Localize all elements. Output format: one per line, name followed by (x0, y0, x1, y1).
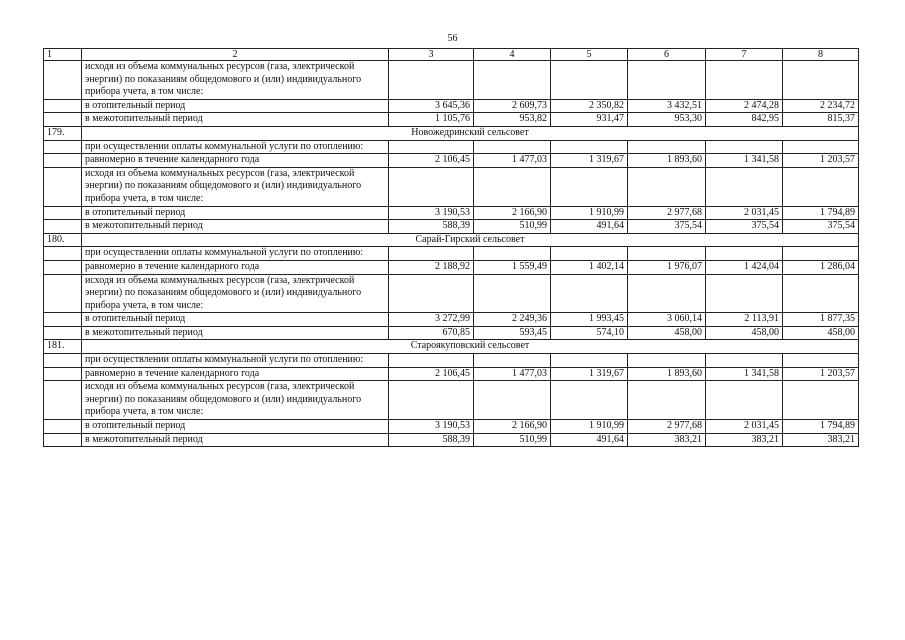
value-cell: 3 645,36 (389, 99, 474, 113)
row-label: при осуществлении оплаты коммунальной услуги по отоплению: (82, 354, 389, 368)
value-cell: 458,00 (706, 326, 783, 340)
value-cell: 953,82 (474, 113, 551, 127)
row-label: в отопительный период (82, 206, 389, 220)
header-cell: 8 (783, 49, 859, 61)
value-cell (551, 354, 628, 368)
section-title: Сарай-Гирский сельсовет (82, 233, 859, 247)
value-cell (474, 381, 551, 420)
value-cell: 1 993,45 (551, 313, 628, 327)
value-cell (474, 61, 551, 100)
value-cell: 3 272,99 (389, 313, 474, 327)
value-cell: 458,00 (783, 326, 859, 340)
value-cell (783, 247, 859, 261)
value-cell (783, 354, 859, 368)
row-label: в межотопительный период (82, 433, 389, 447)
value-cell: 1 976,07 (628, 260, 706, 274)
table-row (44, 274, 859, 313)
value-cell: 2 031,45 (706, 206, 783, 220)
header-cell: 1 (44, 49, 82, 61)
value-cell: 2 113,91 (706, 313, 783, 327)
value-cell (389, 167, 474, 206)
value-cell (783, 140, 859, 154)
value-cell (706, 381, 783, 420)
value-cell: 574,10 (551, 326, 628, 340)
value-cell: 953,30 (628, 113, 706, 127)
value-cell: 491,64 (551, 433, 628, 447)
value-cell: 2 234,72 (783, 99, 859, 113)
value-cell: 1 286,04 (783, 260, 859, 274)
value-cell (551, 274, 628, 313)
value-cell (706, 140, 783, 154)
row-label: в межотопительный период (82, 220, 389, 234)
row-number (44, 113, 82, 127)
value-cell: 2 031,45 (706, 420, 783, 434)
table-row (44, 326, 859, 340)
value-cell: 383,21 (628, 433, 706, 447)
value-cell (706, 354, 783, 368)
row-label: в межотопительный период (82, 113, 389, 127)
value-cell: 375,54 (783, 220, 859, 234)
table-row (44, 99, 859, 113)
value-cell (628, 61, 706, 100)
row-label: при осуществлении оплаты коммунальной услуги по отоплению: (82, 140, 389, 154)
value-cell: 1 203,57 (783, 154, 859, 168)
row-number (44, 99, 82, 113)
table-row (44, 354, 859, 368)
value-cell: 1 341,58 (706, 154, 783, 168)
row-label: равномерно в течение календарного года (82, 154, 389, 168)
value-cell: 1 319,67 (551, 367, 628, 381)
value-cell: 1 893,60 (628, 367, 706, 381)
row-label: исходя из объема коммунальных ресурсов (газа, электрической энергии) по показаниям общедомового и (или) индивидуального прибора учета, в том числе: (82, 274, 389, 313)
row-number (44, 260, 82, 274)
table-row (44, 154, 859, 168)
value-cell: 2 166,90 (474, 420, 551, 434)
section-number: 181. (44, 340, 82, 354)
value-cell: 491,64 (551, 220, 628, 234)
value-cell: 1 559,49 (474, 260, 551, 274)
value-cell: 1 477,03 (474, 367, 551, 381)
value-cell: 670,85 (389, 326, 474, 340)
header-cell: 6 (628, 49, 706, 61)
row-number (44, 367, 82, 381)
row-label: при осуществлении оплаты коммунальной услуги по отоплению: (82, 247, 389, 261)
row-number (44, 354, 82, 368)
header-cell: 7 (706, 49, 783, 61)
value-cell: 2 977,68 (628, 206, 706, 220)
value-cell: 375,54 (706, 220, 783, 234)
value-cell: 3 190,53 (389, 420, 474, 434)
page-number: 56 (447, 33, 458, 44)
value-cell (389, 247, 474, 261)
row-number (44, 247, 82, 261)
value-cell: 3 432,51 (628, 99, 706, 113)
value-cell: 1 477,03 (474, 154, 551, 168)
table-row (44, 420, 859, 434)
row-number (44, 167, 82, 206)
table-row (44, 313, 859, 327)
value-cell: 375,54 (628, 220, 706, 234)
value-cell: 3 060,14 (628, 313, 706, 327)
value-cell: 1 794,89 (783, 420, 859, 434)
header-cell: 5 (551, 49, 628, 61)
value-cell: 2 188,92 (389, 260, 474, 274)
value-cell: 842,95 (706, 113, 783, 127)
row-label: исходя из объема коммунальных ресурсов (газа, электрической энергии) по показаниям общедомового и (или) индивидуального прибора учета, в том числе: (82, 61, 389, 100)
value-cell (389, 274, 474, 313)
value-cell (628, 247, 706, 261)
value-cell (389, 61, 474, 100)
value-cell: 1 402,14 (551, 260, 628, 274)
value-cell: 2 474,28 (706, 99, 783, 113)
section-number: 180. (44, 233, 82, 247)
table-row (44, 433, 859, 447)
row-number (44, 140, 82, 154)
table-row (44, 220, 859, 234)
value-cell: 2 249,36 (474, 313, 551, 327)
value-cell: 383,21 (783, 433, 859, 447)
section-number: 179. (44, 126, 82, 140)
row-label: исходя из объема коммунальных ресурсов (газа, электрической энергии) по показаниям общедомового и (или) индивидуального прибора учета, в том числе: (82, 381, 389, 420)
table-row (44, 367, 859, 381)
value-cell (389, 354, 474, 368)
row-label: в отопительный период (82, 99, 389, 113)
table-row (44, 113, 859, 127)
table-row (44, 61, 859, 100)
value-cell (783, 381, 859, 420)
section-row (44, 126, 859, 140)
value-cell: 2 106,45 (389, 367, 474, 381)
table-row (44, 140, 859, 154)
value-cell (706, 167, 783, 206)
row-number (44, 326, 82, 340)
value-cell: 1 105,76 (389, 113, 474, 127)
value-cell: 3 190,53 (389, 206, 474, 220)
value-cell: 1 319,67 (551, 154, 628, 168)
row-label: равномерно в течение календарного года (82, 367, 389, 381)
row-number (44, 154, 82, 168)
table-row (44, 381, 859, 420)
value-cell (551, 167, 628, 206)
value-cell: 2 350,82 (551, 99, 628, 113)
value-cell (706, 274, 783, 313)
value-cell (389, 381, 474, 420)
value-cell: 593,45 (474, 326, 551, 340)
value-cell: 2 609,73 (474, 99, 551, 113)
row-number (44, 313, 82, 327)
value-cell (783, 167, 859, 206)
row-label: в отопительный период (82, 420, 389, 434)
value-cell (628, 381, 706, 420)
section-title: Староякуповский сельсовет (82, 340, 859, 354)
value-cell: 1 424,04 (706, 260, 783, 274)
header-cell: 4 (474, 49, 551, 61)
value-cell (551, 247, 628, 261)
row-number (44, 206, 82, 220)
value-cell (706, 247, 783, 261)
value-cell: 1 910,99 (551, 420, 628, 434)
value-cell (628, 167, 706, 206)
row-number (44, 274, 82, 313)
value-cell: 588,39 (389, 433, 474, 447)
value-cell: 1 203,57 (783, 367, 859, 381)
value-cell: 2 977,68 (628, 420, 706, 434)
table-row (44, 206, 859, 220)
value-cell (474, 140, 551, 154)
value-cell: 1 877,35 (783, 313, 859, 327)
value-cell (551, 381, 628, 420)
value-cell (551, 61, 628, 100)
table-row (44, 260, 859, 274)
value-cell: 458,00 (628, 326, 706, 340)
value-cell: 2 106,45 (389, 154, 474, 168)
table-row (44, 247, 859, 261)
row-number (44, 381, 82, 420)
value-cell: 1 794,89 (783, 206, 859, 220)
value-cell (474, 274, 551, 313)
tariff-table (43, 48, 859, 447)
value-cell (474, 167, 551, 206)
row-number (44, 420, 82, 434)
value-cell (628, 140, 706, 154)
value-cell: 815,37 (783, 113, 859, 127)
value-cell (706, 61, 783, 100)
row-number (44, 433, 82, 447)
section-row (44, 340, 859, 354)
value-cell: 510,99 (474, 220, 551, 234)
value-cell (474, 354, 551, 368)
header-cell: 2 (82, 49, 389, 61)
value-cell: 2 166,90 (474, 206, 551, 220)
value-cell (389, 140, 474, 154)
section-title: Новожедринский сельсовет (82, 126, 859, 140)
header-cell: 3 (389, 49, 474, 61)
value-cell: 588,39 (389, 220, 474, 234)
value-cell (628, 274, 706, 313)
value-cell (783, 61, 859, 100)
value-cell (551, 140, 628, 154)
value-cell: 510,99 (474, 433, 551, 447)
row-label: исходя из объема коммунальных ресурсов (газа, электрической энергии) по показаниям общедомового и (или) индивидуального прибора учета, в том числе: (82, 167, 389, 206)
row-number (44, 61, 82, 100)
row-number (44, 220, 82, 234)
value-cell: 1 341,58 (706, 367, 783, 381)
value-cell (628, 354, 706, 368)
row-label: в межотопительный период (82, 326, 389, 340)
value-cell: 1 910,99 (551, 206, 628, 220)
row-label: в отопительный период (82, 313, 389, 327)
table-header-row (44, 49, 859, 61)
value-cell (474, 247, 551, 261)
value-cell: 931,47 (551, 113, 628, 127)
row-label: равномерно в течение календарного года (82, 260, 389, 274)
value-cell (783, 274, 859, 313)
section-row (44, 233, 859, 247)
value-cell: 1 893,60 (628, 154, 706, 168)
table-row (44, 167, 859, 206)
value-cell: 383,21 (706, 433, 783, 447)
